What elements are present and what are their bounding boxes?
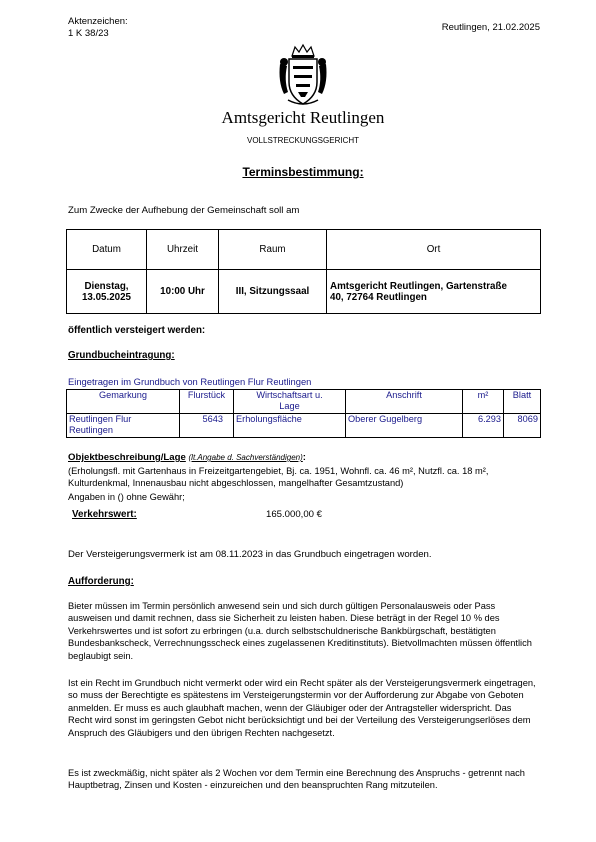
vermerk-text: Der Versteigerungsvermerk ist am 08.11.2023 in das Grundbuch eingetragen worden. xyxy=(68,549,432,560)
aufforderung-paragraph-1: Bieter müssen im Termin persönlich anwesend sein und sich durch gültigen Personalausweis oder Pass ausweisen und damit rechnen, dass sie Sicherheit zu leisten haben. Diese beträgt in der Regel 10 % des Verkehrswertes und ist sofort zu erbringen (u.a. durch selbstschuldnerische Bankbürgschaft, bestätigten Bundesbankscheck, Verrechnungsscheck eines zugelassenen Kreditinstituts). Bietvollmachten müssen öffentlich beglaubigt sein. xyxy=(68,601,532,661)
gb-cell-wirtschaftsart: Erholungsfläche xyxy=(234,414,346,438)
col-header-uhrzeit: Uhrzeit xyxy=(147,230,219,270)
gb-header-flurstueck: Flurstück xyxy=(180,390,234,414)
datum-date: 13.05.2025 xyxy=(81,291,132,303)
cell-uhrzeit: 10:00 Uhr xyxy=(147,270,219,314)
cell-datum xyxy=(67,270,147,314)
objekt-text: (Erholungsfl. mit Gartenhaus in Freizeitgartengebiet, Bj. ca. 1951, Wohnfl. ca. 46 m², Nutzfl. ca. 18 m², Kulturdenkmal, Innenausbau nicht abgeschlossen, mangelhafter Gesamtzustand) xyxy=(68,466,489,489)
gemarkung-line2: Reutlingen xyxy=(69,425,113,435)
place-date: Reutlingen, 21.02.2025 xyxy=(441,22,540,33)
aufforderung-paragraph-2: Ist ein Recht im Grundbuch nicht vermerkt oder wird ein Recht später als der Versteigerungsvermerk eingetragen, so muss der Berechtigte es spätestens im Versteigerungstermin vor der Aufforderung zur Abgabe von Geboten anmelden. Er muss es auch glaubhaft machen, wenn der Gläubiger oder der Antragsteller widerspricht. Das Recht wird sonst im geringsten Gebot nicht berücksichtigt und bei der Verteilung des Versteigerungserlöses dem Anspruch des Gläubigers und den übrigen Rechten nachgesetzt. xyxy=(68,678,536,738)
grundbuch-eingetragen: Eingetragen im Grundbuch von Reutlingen Flur Reutlingen xyxy=(68,376,312,387)
court-name: Amtsgericht Reutlingen xyxy=(221,108,385,127)
gb-cell-anschrift: Oberer Gugelberg xyxy=(346,414,463,438)
intro-text: Zum Zwecke der Aufhebung der Gemeinschaft soll am xyxy=(68,205,300,216)
coat-of-arms-icon xyxy=(278,42,328,108)
aufforderung-heading: Aufforderung: xyxy=(68,576,134,587)
table-row xyxy=(67,414,541,438)
termin-table xyxy=(66,229,541,314)
objekt-angaben: Angaben in () ohne Gewähr; xyxy=(68,492,185,502)
gemarkung-line1: Reutlingen Flur xyxy=(69,414,132,424)
gb-header-wirtschaftsart xyxy=(234,390,346,414)
grundbuch-heading: Grundbucheintragung: xyxy=(68,350,175,361)
aufforderung-paragraph-3: Es ist zweckmäßig, nicht später als 2 Wochen vor dem Termin eine Berechnung des Anspruchs - getrennt nach Hauptbetrag, Zinsen und Kosten - einzureichen und den beanspruchten Rang mitzuteilen. xyxy=(68,768,525,791)
gb-header-gemarkung: Gemarkung xyxy=(67,390,180,414)
grundbuch-table xyxy=(66,389,541,438)
datum-weekday: Dienstag, xyxy=(84,280,129,292)
wirtschaftsart-line1: Wirtschaftsart u. xyxy=(256,390,323,400)
ort-line1: Amtsgericht Reutlingen, Gartenstraße xyxy=(330,280,507,292)
col-header-ort: Ort xyxy=(327,230,541,270)
gb-header-anschrift: Anschrift xyxy=(346,390,463,414)
objekt-heading-note: (lt.Angabe d. Sachverständigen) xyxy=(188,453,303,462)
verkehrswert-label: Verkehrswert: xyxy=(72,509,137,520)
page-title: Terminsbestimmung: xyxy=(242,165,364,179)
objekt-heading-line xyxy=(68,452,306,463)
aktenzeichen: 1 K 38/23 xyxy=(68,28,109,39)
cell-ort xyxy=(327,270,541,314)
versteigert-text: öffentlich versteigert werden: xyxy=(68,325,206,336)
gb-cell-gemarkung xyxy=(67,414,180,438)
court-division: VOLLSTRECKUNGSGERICHT xyxy=(246,136,360,145)
verkehrswert-value: 165.000,00 € xyxy=(266,509,323,520)
objekt-heading: Objektbeschreibung/Lage xyxy=(68,452,186,463)
gb-cell-blatt: 8069 xyxy=(504,414,541,438)
gb-header-m2: m² xyxy=(463,390,504,414)
objekt-heading-colon: : xyxy=(302,452,306,463)
wirtschaftsart-line2: Lage xyxy=(279,401,300,411)
gb-cell-m2: 6.293 xyxy=(463,414,504,438)
gb-header-blatt: Blatt xyxy=(504,390,541,414)
col-header-raum: Raum xyxy=(219,230,327,270)
cell-raum: III, Sitzungssaal xyxy=(219,270,327,314)
col-header-datum: Datum xyxy=(67,230,147,270)
aktenzeichen-label: Aktenzeichen: xyxy=(68,16,128,27)
gb-cell-flurstueck: 5643 xyxy=(180,414,234,438)
ort-line2: 40, 72764 Reutlingen xyxy=(330,291,427,303)
